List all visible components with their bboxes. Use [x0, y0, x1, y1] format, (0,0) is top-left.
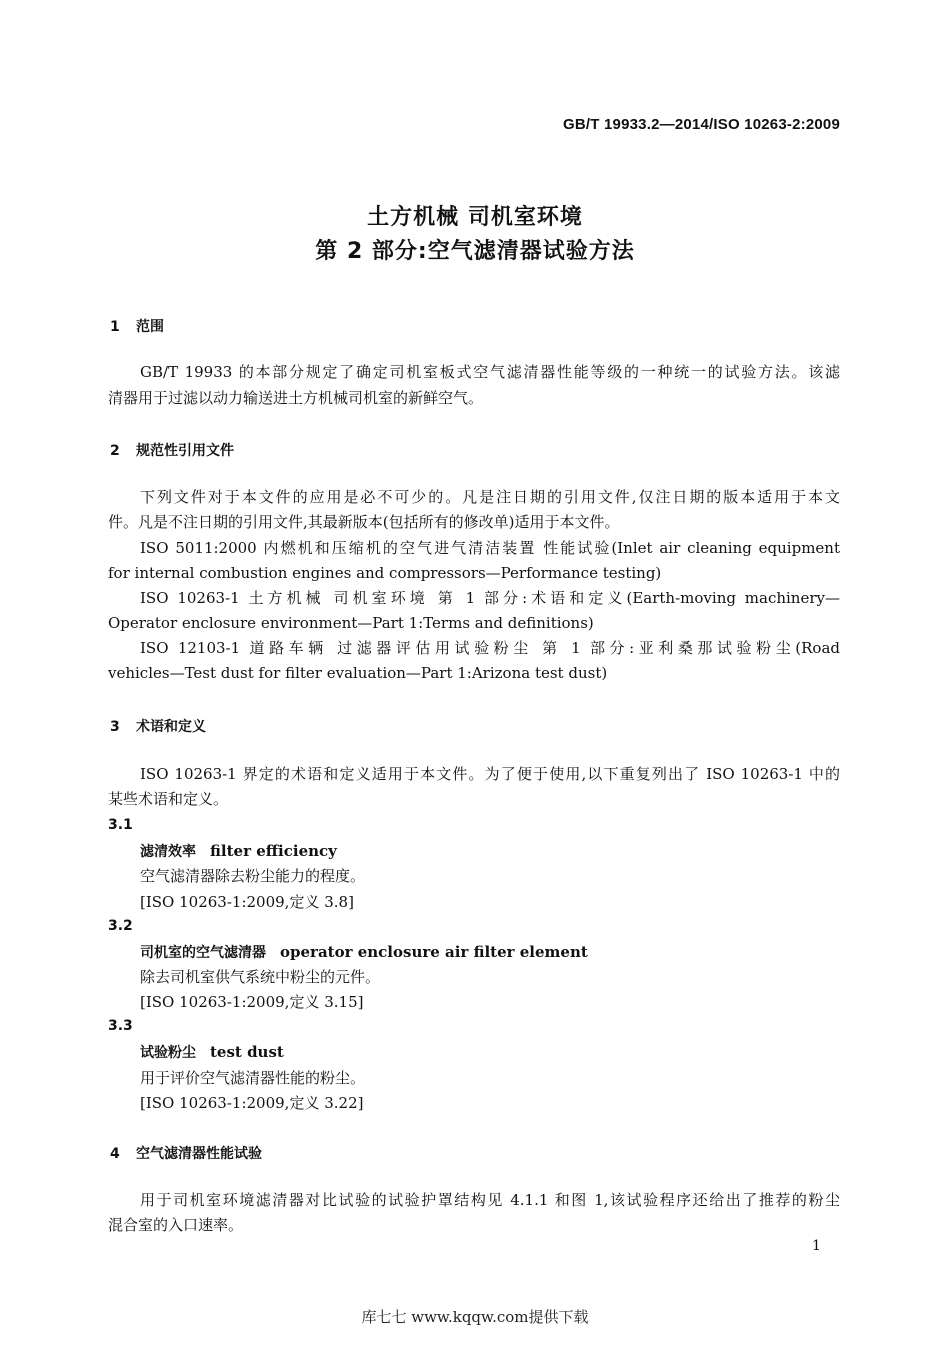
term-number: 3.2 — [108, 918, 133, 934]
term-zh: 试验粉尘 — [140, 1045, 196, 1061]
term-definition: 空气滤清器除去粉尘能力的程度。 — [140, 867, 366, 885]
term-en: operator enclosure air filter element — [280, 943, 588, 961]
term-en: filter efficiency — [210, 842, 337, 860]
reference-line: ISO 10263-1 土方机械 司机室环境 第 1 部分:术语和定义(Earth-moving machinery— — [140, 589, 840, 607]
reference-line: ISO 12103-1 道路车辆 过滤器评估用试验粉尘 第 1 部分:亚利桑那试验粉尘(Road — [140, 639, 840, 657]
section-4-heading — [110, 1143, 262, 1163]
term-entry — [140, 942, 588, 962]
paragraph-line: 下列文件对于本文件的应用是必不可少的。凡是注日期的引用文件,仅注日期的版本适用于本文 — [140, 488, 840, 506]
section-1-heading — [110, 316, 164, 336]
paragraph-line: 用于司机室环境滤清器对比试验的试验护罩结构见 4.1.1 和图 1,该试验程序还给出了推荐的粉尘 — [140, 1191, 840, 1209]
section-title: 空气滤清器性能试验 — [136, 1146, 262, 1162]
paragraph-line: ISO 10263-1 界定的术语和定义适用于本文件。为了便于使用,以下重复列出了 ISO 10263-1 中的 — [140, 765, 840, 783]
reference-line: Operator enclosure environment—Part 1:Terms and definitions) — [108, 614, 594, 632]
section-number: 1 — [110, 319, 120, 335]
section-number: 3 — [110, 719, 120, 735]
term-definition: 用于评价空气滤清器性能的粉尘。 — [140, 1069, 366, 1087]
term-source: [ISO 10263-1:2009,定义 3.22] — [140, 1094, 364, 1112]
section-title: 术语和定义 — [136, 719, 206, 735]
paragraph-line: 混合室的入口速率。 — [108, 1216, 244, 1234]
reference-line: vehicles—Test dust for filter evaluation—Part 1:Arizona test dust) — [108, 664, 608, 682]
term-number: 3.1 — [108, 817, 133, 833]
term-source: [ISO 10263-1:2009,定义 3.8] — [140, 893, 354, 911]
section-2-heading — [110, 440, 234, 460]
section-number: 2 — [110, 443, 120, 459]
document-title: 土方机械 司机室环境 — [367, 205, 583, 230]
page-number: 1 — [812, 1238, 821, 1254]
term-zh: 司机室的空气滤清器 — [140, 945, 266, 961]
term-definition: 除去司机室供气系统中粉尘的元件。 — [140, 968, 381, 986]
document-subtitle: 第 2 部分:空气滤清器试验方法 — [315, 239, 635, 264]
term-en: test dust — [210, 1043, 284, 1061]
paragraph-line: 某些术语和定义。 — [108, 790, 229, 808]
download-footer: 库七七 www.kqqw.com提供下载 — [361, 1308, 589, 1326]
term-zh: 滤清效率 — [140, 844, 196, 860]
section-title: 范围 — [136, 319, 164, 335]
standard-code: GB/T 19933.2—2014/ISO 10263-2:2009 — [563, 116, 840, 133]
reference-line: ISO 5011:2000 内燃机和压缩机的空气进气清洁装置 性能试验(Inlet air cleaning equipment — [140, 539, 840, 557]
reference-line: for internal combustion engines and compressors—Performance testing) — [108, 564, 662, 582]
term-number: 3.3 — [108, 1018, 133, 1034]
paragraph-line: 件。凡是不注日期的引用文件,其最新版本(包括所有的修改单)适用于本文件。 — [108, 513, 620, 531]
section-title: 规范性引用文件 — [136, 443, 234, 459]
paragraph-line: GB/T 19933 的本部分规定了确定司机室板式空气滤清器性能等级的一种统一的试验方法。该滤 — [140, 363, 840, 381]
section-3-heading — [110, 716, 206, 736]
paragraph-line: 清器用于过滤以动力输送进土方机械司机室的新鲜空气。 — [108, 389, 484, 407]
term-entry — [140, 1042, 284, 1062]
term-source: [ISO 10263-1:2009,定义 3.15] — [140, 993, 364, 1011]
term-entry — [140, 841, 337, 861]
section-number: 4 — [110, 1146, 120, 1162]
